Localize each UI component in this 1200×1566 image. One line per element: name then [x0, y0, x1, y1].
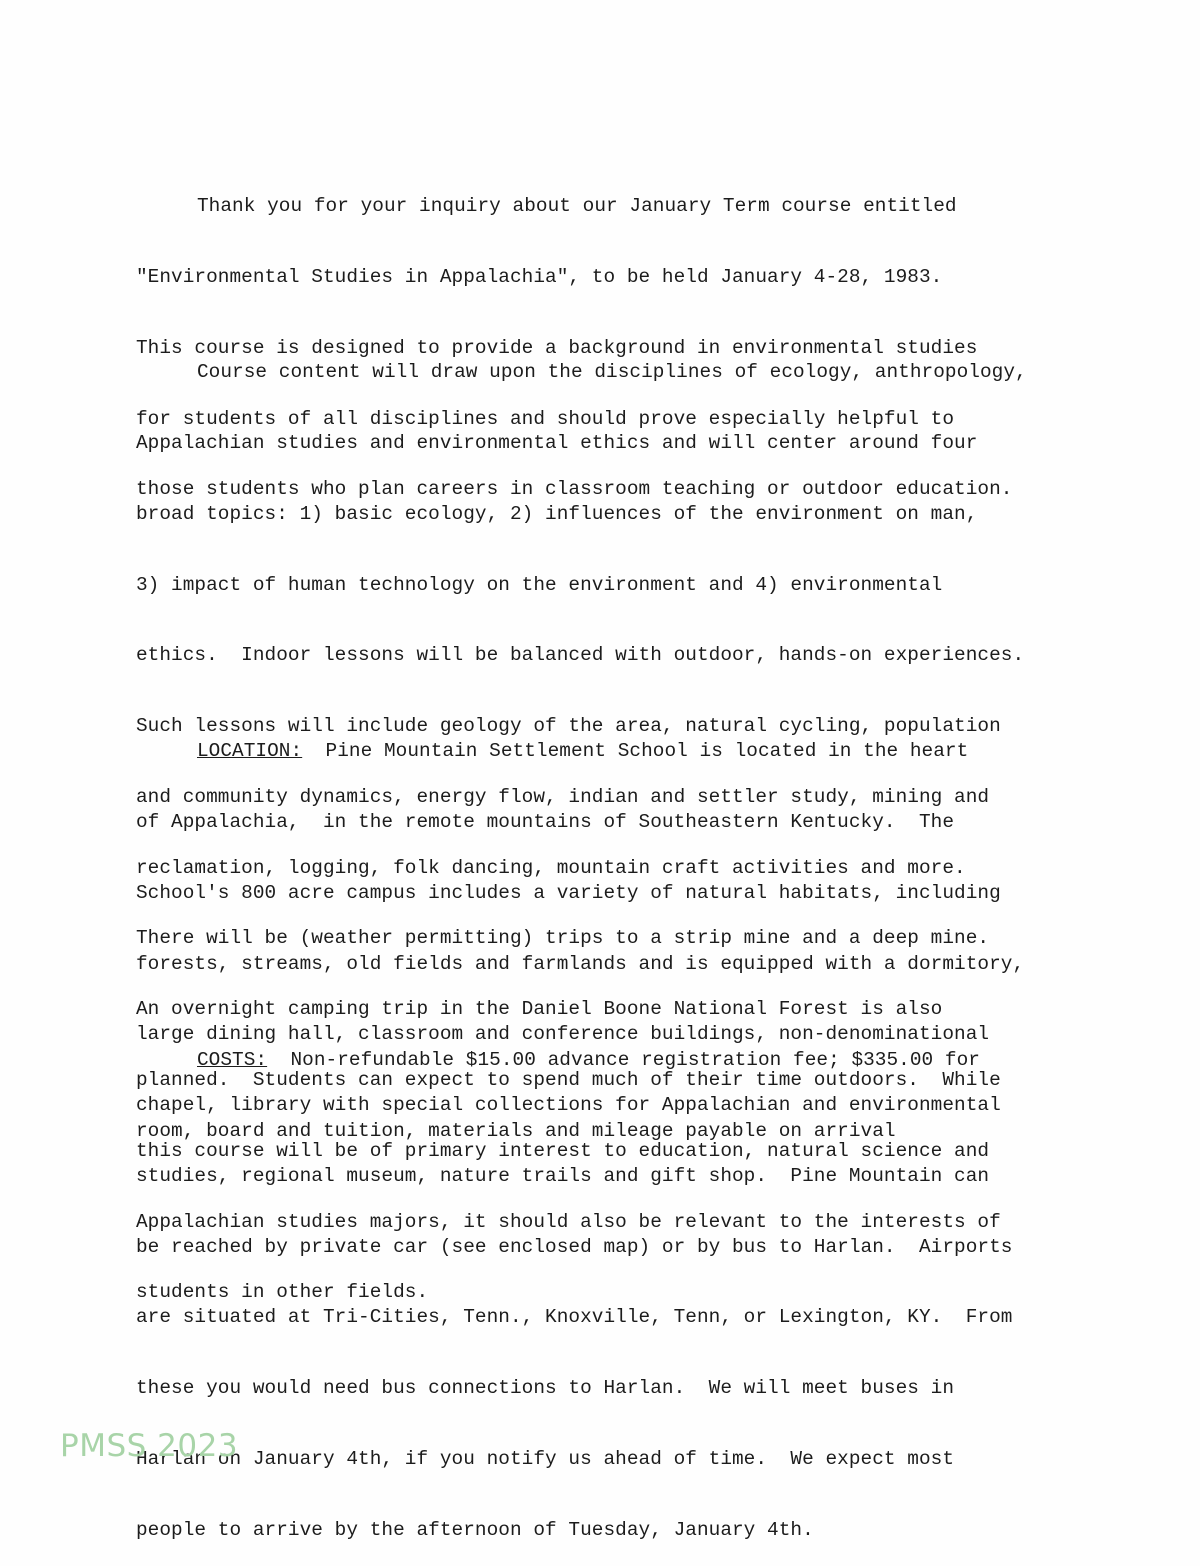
text-line: room, board and tuition, materials and mileage payable on arrival: [136, 1119, 896, 1142]
text-line: studies, regional museum, nature trails and gift shop. Pine Mountain can: [136, 1164, 990, 1187]
text-line: for students of all disciplines and should prove especially helpful to: [136, 407, 955, 430]
text-line: Appalachian studies and environmental ethics and will center around four: [136, 431, 978, 454]
text-line: An overnight camping trip in the Daniel Boone National Forest is also: [136, 998, 943, 1021]
text-line: Course content will draw upon the disciplines of ecology, anthropology,: [197, 361, 1027, 384]
text-line: of Appalachia, in the remote mountains of Southeastern Kentucky. The: [136, 810, 955, 833]
text-line: be reached by private car (see enclosed map) or by bus to Harlan. Airports: [136, 1235, 1013, 1258]
text-line: [136, 740, 1024, 764]
text-line: people to arrive by the afternoon of Tuesday, January 4th.: [136, 1518, 814, 1541]
location-heading: LOCATION:: [197, 740, 303, 763]
text-line: forests, streams, old fields and farmlands and is equipped with a dormitory,: [136, 952, 1025, 975]
text-line: large dining hall, classroom and conference buildings, non-denominational: [136, 1023, 990, 1046]
text-line: School's 800 acre campus includes a variety of natural habitats, including: [136, 881, 1001, 904]
costs-paragraph: [136, 1002, 980, 1167]
location-first-line: Pine Mountain Settlement School is located in the heart: [302, 740, 969, 763]
watermark: PMSS 2023: [60, 1428, 239, 1464]
text-line: chapel, library with special collections for Appalachian and environmental: [136, 1094, 1001, 1117]
text-line: reclamation, logging, folk dancing, mountain craft activities and more.: [136, 856, 966, 879]
text-line: "Environmental Studies in Appalachia", to be held January 4-28, 1983.: [136, 265, 943, 288]
text-line: Thank you for your inquiry about our January Term course entitled: [197, 195, 957, 218]
text-line: 3) impact of human technology on the environment and 4) environmental: [136, 573, 943, 596]
text-line: these you would need bus connections to Harlan. We will meet buses in: [136, 1377, 955, 1400]
costs-first-line: Non-refundable $15.00 advance registration fee; $335.00 for: [267, 1049, 980, 1072]
text-line: broad topics: 1) basic ecology, 2) influences of the environment on man,: [136, 502, 978, 525]
text-line: Such lessons will include geology of the area, natural cycling, population: [136, 715, 1001, 738]
text-line: students in other fields.: [136, 1281, 429, 1304]
text-line: and community dynamics, energy flow, indian and settler study, mining and: [136, 785, 990, 808]
text-line: There will be (weather permitting) trips to a strip mine and a deep mine.: [136, 927, 990, 950]
text-line: this course will be of primary interest to education, natural science and: [136, 1139, 990, 1162]
text-line: ethics. Indoor lessons will be balanced with outdoor, hands-on experiences.: [136, 644, 1025, 667]
costs-heading: COSTS:: [197, 1049, 268, 1072]
text-line: Harlan on January 4th, if you notify us ahead of time. We expect most: [136, 1448, 955, 1470]
text-line: those students who plan careers in classroom teaching or outdoor education.: [136, 478, 1013, 501]
text-line: planned. Students can expect to spend much of their time outdoors. While: [136, 1069, 1001, 1091]
text-line: are situated at Tri-Cities, Tenn., Knoxville, Tenn, or Lexington, KY. From: [136, 1306, 1013, 1329]
text-line: [136, 1049, 980, 1073]
text-line: Appalachian studies majors, it should also be relevant to the interests of: [136, 1210, 1001, 1233]
text-line: This course is designed to provide a background in environmental studies: [136, 336, 978, 359]
